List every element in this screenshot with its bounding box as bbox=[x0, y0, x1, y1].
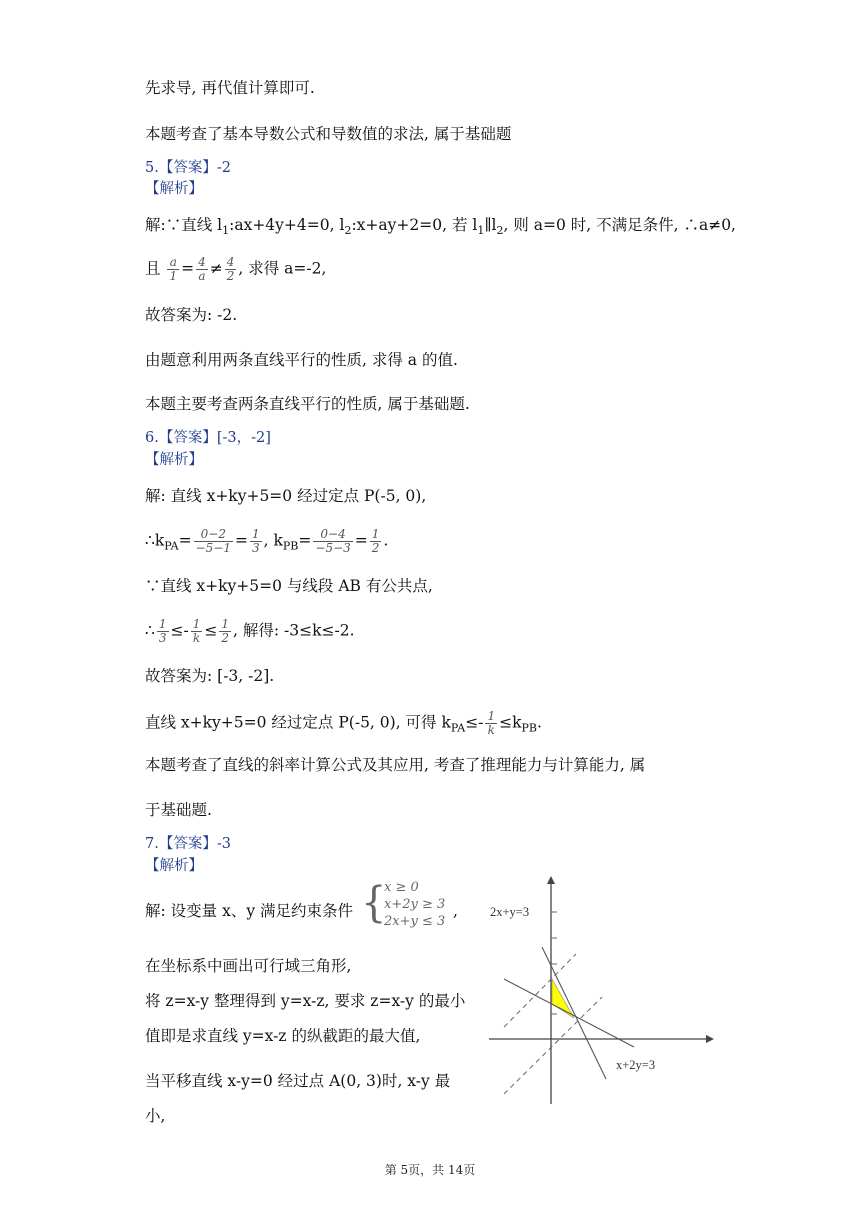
text-line: 且 $\frac{a}{1}$ = $\frac{4}{a}$ ≠ $\frac{4}{2}$ , 求得 a=-2, bbox=[145, 255, 327, 283]
text-line: 解:∵直线 $l_1:ax+4y+4=0$, $l_2:x+ay+2=0$, 若 $l_1\parallel l_2$, 则 a=0 时, 不满足条件, ∴a≠0, bbox=[145, 216, 736, 237]
fraction: $\frac{1}{k}$ bbox=[487, 709, 496, 737]
analysis-heading: 【解析】 bbox=[145, 858, 203, 874]
fraction: $\frac{1}{3}$ bbox=[158, 617, 167, 645]
text-line: 故答案为: [-3, -2]. bbox=[145, 667, 275, 685]
fraction: $\frac{1}{k}$ bbox=[192, 617, 201, 645]
text-line: 先求导, 再代值计算即可. bbox=[145, 79, 315, 97]
answer-heading: 6.【答案】[-3，-2] bbox=[145, 430, 271, 446]
text-line: 将 z=x-y 整理得到 y=x-z, 要求 z=x-y 的最小 bbox=[145, 992, 466, 1010]
label-2x-plus-y: 2x+y=3 bbox=[490, 905, 530, 919]
answer-heading: 7.【答案】-3 bbox=[145, 836, 231, 852]
x-axis-arrow bbox=[706, 1035, 714, 1043]
text-line: 小, bbox=[145, 1107, 166, 1125]
analysis-heading: 【解析】 bbox=[145, 452, 203, 468]
fraction: $\frac{1}{3}$ bbox=[252, 527, 260, 555]
text-line: 本题考查了基本导数公式和导数值的求法, 属于基础题 bbox=[145, 125, 512, 143]
fraction: $\frac{1}{2}$ bbox=[371, 527, 380, 555]
constraint: x+2y ≥ 3 bbox=[384, 897, 446, 912]
text-line: 直线 x+ky+5=0 经过定点 P(-5, 0), 可得 $k_{PA}\le-$ $\frac{1}{k}$ $\le k_{PB}$. bbox=[145, 709, 542, 737]
fraction: $\frac{1}{2}$ bbox=[221, 617, 230, 645]
text-line: 解: 直线 x+ky+5=0 经过定点 P(-5, 0), bbox=[145, 487, 427, 505]
text-line: $\therefore k_{PA}=$ $\frac{0-2}{-5-1}$ = $\frac{1}{3}$ , $k_{PB}=$ $\frac{0-4}{-5-3}$ = $\frac{1}{2}$ . bbox=[145, 527, 389, 555]
fraction: $\frac{a}{1}$ bbox=[169, 255, 178, 283]
text-line: , bbox=[453, 902, 458, 920]
text-line: 由题意利用两条直线平行的性质, 求得 a 的值. bbox=[145, 351, 458, 369]
line-x-plus-2y bbox=[504, 979, 634, 1047]
text-line: 故答案为: -2. bbox=[145, 306, 238, 324]
text-line: ∵直线 x+ky+5=0 与线段 AB 有公共点, bbox=[145, 577, 433, 595]
constraint: x ≥ 0 bbox=[384, 880, 419, 895]
text-line: ∴ $\frac{1}{3}$ ≤- $\frac{1}{k}$ ≤ $\frac{1}{2}$ , 解得: -3≤k≤-2. bbox=[145, 617, 355, 645]
feasible-region-graph bbox=[484, 872, 720, 1108]
brace: { bbox=[361, 878, 387, 928]
text-line: 值即是求直线 y=x-z 的纵截距的最大值, bbox=[145, 1027, 421, 1045]
constraint: 2x+y ≤ 3 bbox=[384, 914, 446, 929]
fraction: $\frac{4}{a}$ bbox=[198, 255, 206, 283]
dashed-line-upper bbox=[504, 954, 576, 1027]
fraction: $\frac{0-4}{-5-3}$ bbox=[315, 527, 351, 555]
text-line: 在坐标系中画出可行域三角形, bbox=[145, 957, 352, 975]
text-line: 本题主要考查两条直线平行的性质, 属于基础题. bbox=[145, 395, 470, 413]
constraint-system bbox=[384, 879, 445, 930]
text-line: 当平移直线 x-y=0 经过点 A(0, 3)时, x-y 最 bbox=[145, 1072, 451, 1090]
text-line: 本题考查了直线的斜率计算公式及其应用, 考查了推理能力与计算能力, 属 bbox=[145, 756, 646, 774]
y-axis-arrow bbox=[547, 876, 555, 884]
analysis-heading: 【解析】 bbox=[145, 181, 203, 197]
label-x-plus-2y: x+2y=3 bbox=[616, 1058, 656, 1072]
text-line: 解: 设变量 x、y 满足约束条件 bbox=[145, 902, 354, 920]
feasible-region bbox=[552, 979, 574, 1018]
fraction: $\frac{0-2}{-5-1}$ bbox=[195, 527, 231, 555]
fraction: $\frac{4}{2}$ bbox=[226, 255, 235, 283]
answer-heading: 5.【答案】-2 bbox=[145, 160, 231, 176]
page-footer: 第 5页，共 14页 bbox=[384, 1163, 476, 1177]
text-line: 于基础题. bbox=[145, 801, 212, 819]
